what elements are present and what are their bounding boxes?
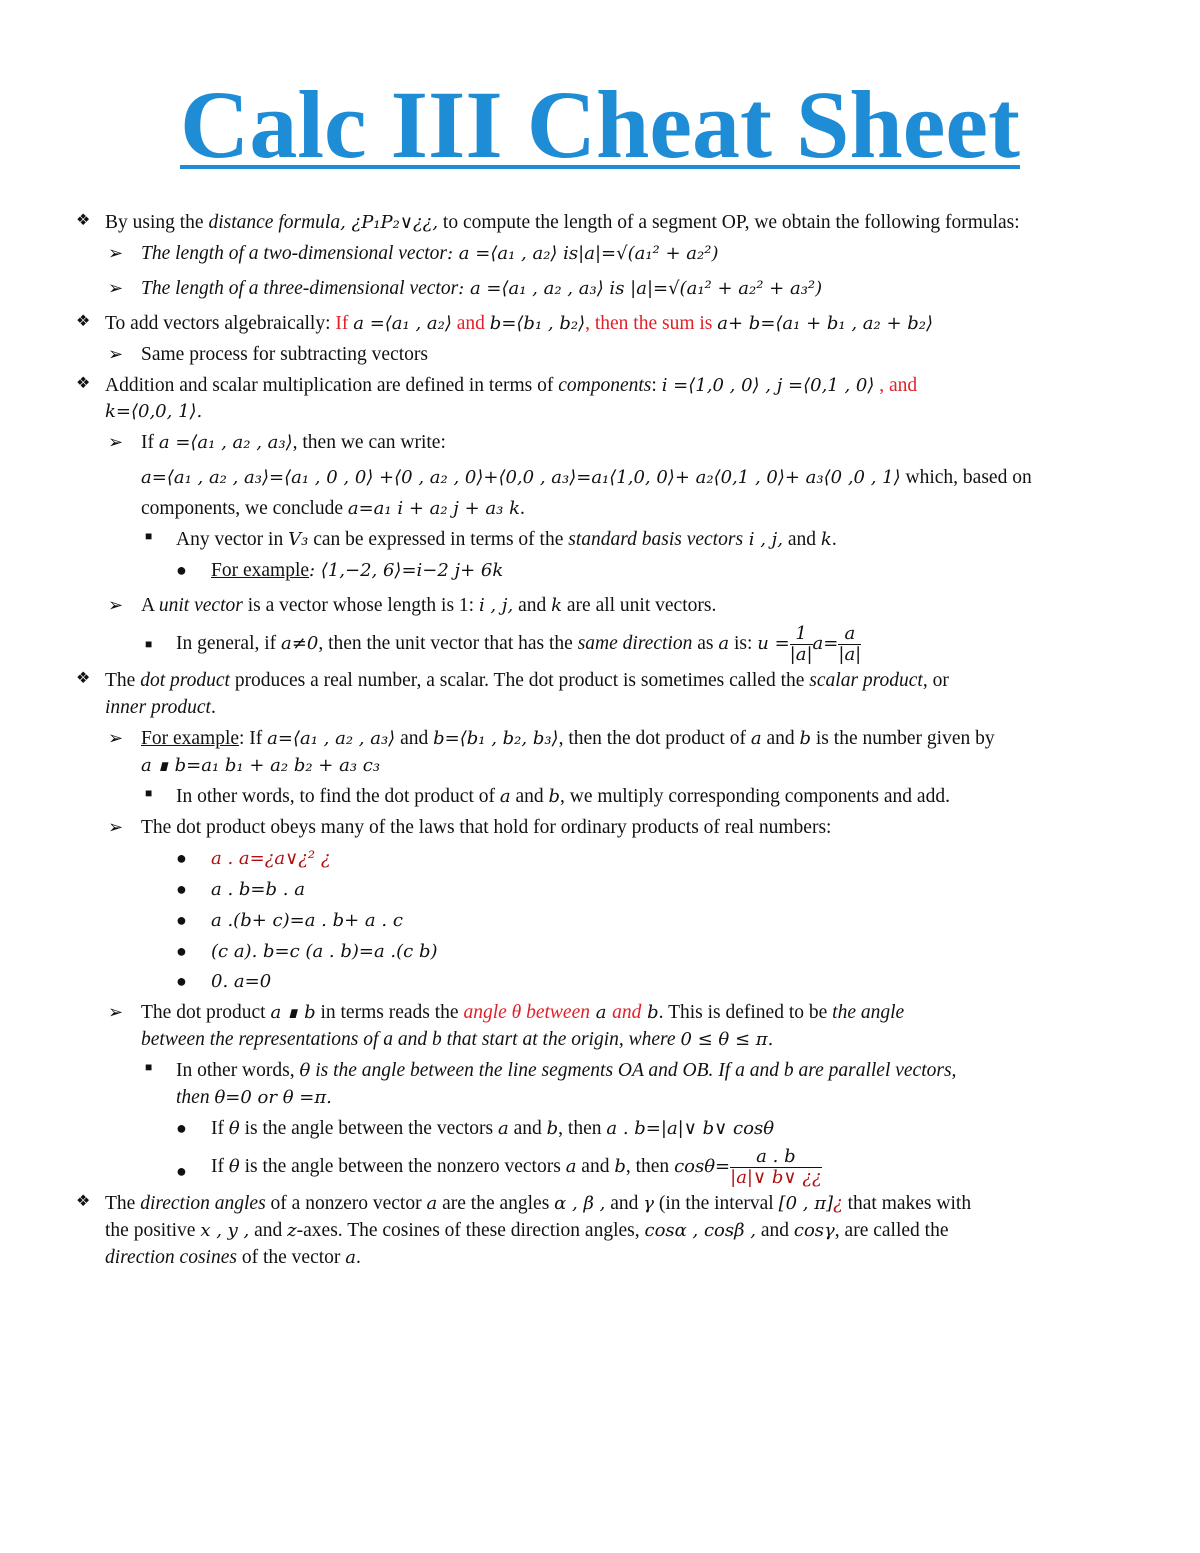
arrow-bullet-icon: ➢	[108, 816, 124, 837]
law-item: ● 0. a=0	[176, 971, 272, 993]
bullet-dot-laws: ➢ The dot product obeys many of the laws that hold for ordinary products of real numbers:	[108, 816, 832, 838]
dot-bullet-icon: ●	[176, 909, 187, 930]
bullet-components: ❖ Addition and scalar multiplication are defined in terms of components: i =⟨1,0 , 0⟩ , j =⟨0,1 , 0⟩ , and k=⟨0,0, 1⟩.	[76, 374, 918, 423]
bullet-addition: ❖ To add vectors algebraically: If a =⟨a₁ , a₂⟩ and b=⟨b₁ , b₂⟩, then the sum is a+ b=⟨a₁ + b₁ , a₂ + b₂⟩	[76, 312, 934, 334]
arrow-bullet-icon: ➢	[108, 343, 124, 364]
bullet-dot-other-words: ■ In other words, to find the dot product of a and b, we multiply corresponding components and add.	[145, 786, 950, 807]
dot-bullet-icon: ●	[176, 971, 187, 992]
bullet-unit-general: ■ In general, if a≠0, then the unit vector that has the same direction as a is: u = $\frac{1}{|a|}$ a= $\frac{a}{|a|}$	[145, 622, 862, 665]
dot-bullet-icon: ●	[176, 847, 187, 868]
arrow-bullet-icon: ➢	[108, 277, 124, 298]
expansion-line: a=⟨a₁ , a₂ , a₃⟩=⟨a₁ , 0 , 0⟩ +⟨0 , a₂ , 0⟩+⟨0,0 , a₃⟩=a₁⟨1,0, 0⟩+ a₂⟨0,1 , 0⟩+ a₃⟨0 ,0 , 1⟩ which, based on	[141, 467, 1032, 489]
dot-bullet-icon: ●	[176, 1117, 187, 1138]
square-bullet-icon: ■	[145, 529, 153, 544]
dot-bullet-icon: ●	[176, 1160, 187, 1181]
diamond-bullet-icon: ❖	[76, 374, 91, 392]
diamond-bullet-icon: ❖	[76, 212, 91, 229]
dot-bullet-icon: ●	[176, 878, 187, 899]
law-item: ● a .(b+ c)=a . b+ a . c	[176, 909, 403, 931]
bullet-direction-angles: ❖ The direction angles of a nonzero vector a are the angles α , β , and γ (in the interval [0 , π]¿ that makes with the positive x , y , and z-axes. The cosines of these direction angles, cosα , cosβ , and cosγ, are called the direction cosines of the vector a.	[76, 1193, 972, 1269]
content	[0, 210, 1200, 1272]
arrow-bullet-icon: ➢	[108, 1002, 124, 1023]
dot-bullet-icon: ●	[176, 559, 187, 580]
fraction-one-over-norm: $\frac{1}{|a|}$	[789, 622, 813, 665]
bullet-dot-angle: ➢ The dot product a ∎ b in terms reads the angle θ between a and b. This is defined to be the angle between the representations of a and b that start at the origin, where 0 ≤ θ ≤ π.	[108, 1002, 905, 1051]
bullet-example-ijk: ● For example: ⟨1,−2, 6⟩=i−2 j+ 6k	[176, 559, 504, 581]
law-item: ● (c a). b=c (a . b)=a .(c b)	[176, 940, 438, 962]
bullet-distance: ❖ By using the distance formula, ¿P₁P₂∨¿¿, to compute the length of a segment OP, we obtain the following formulas:	[76, 212, 1020, 233]
square-bullet-icon: ■	[145, 786, 153, 800]
bullet-cos-theta: ● If θ is the angle between the nonzero vectors a and b, then cosθ= $\frac{a . b}{|a|\vee b\vee ¿¿}$	[176, 1145, 822, 1188]
law-item: ● a . b=b . a	[176, 878, 305, 900]
fraction-a-over-norm: $\frac{a}{|a|}$	[838, 622, 862, 665]
conclude-line: components, we conclude a=a₁ i + a₂ j + a₃ k.	[141, 498, 525, 520]
bullet-angle-other-words: ■ In other words, θ is the angle between the line segments OA and OB. If a and b are parallel vectors, then θ=0 or θ =π.	[145, 1060, 957, 1109]
square-bullet-icon: ■	[145, 636, 153, 651]
law-item: ● a . a=¿a∨¿² ¿	[176, 847, 331, 869]
diamond-bullet-icon: ❖	[76, 670, 91, 688]
fraction-cos-theta: $\frac{a . b}{|a|\vee b\vee ¿¿}$	[730, 1145, 822, 1188]
dot-bullet-icon: ●	[176, 940, 187, 961]
bullet-subtract: ➢ Same process for subtracting vectors	[108, 343, 428, 365]
bullet-any-vector: ■ Any vector in V₃ can be expressed in terms of the standard basis vectors i , j, and k.	[145, 529, 837, 551]
bullet-dot-product: ❖ The dot product produces a real number, a scalar. The dot product is sometimes called the scalar product, or inner product.	[76, 670, 949, 719]
page-title: Calc III Cheat Sheet	[180, 71, 1020, 178]
arrow-bullet-icon: ➢	[108, 594, 124, 615]
bullet-cos-formula: ● If θ is the angle between the vectors a and b, then a . b=|a|∨ b∨ cosθ	[176, 1117, 775, 1139]
arrow-bullet-icon: ➢	[108, 432, 124, 453]
bullet-three-dim: ➢ The length of a three-dimensional vector: a =⟨a₁ , a₂ , a₃⟩ is |a|=√(a₁² + a₂² + a₃²)	[108, 277, 823, 299]
arrow-bullet-icon: ➢	[108, 728, 124, 749]
bullet-unit-vector: ➢ A unit vector is a vector whose length is 1: i , j, and k are all unit vectors.	[108, 594, 717, 616]
bullet-two-dim: ➢ The length of a two-dimensional vector: a =⟨a₁ , a₂⟩ is|a|=√(a₁² + a₂²)	[108, 242, 719, 264]
bullet-write: ➢ If a =⟨a₁ , a₂ , a₃⟩, then we can write:	[108, 432, 446, 454]
square-bullet-icon: ■	[145, 1060, 153, 1075]
bullet-dot-example: ➢ For example: If a=⟨a₁ , a₂ , a₃⟩ and b=⟨b₁ , b₂, b₃⟩, then the dot product of a and b is the number given by a ∎ b=a₁ b₁ + a₂ b₂ + a₃ c₃	[108, 728, 995, 777]
diamond-bullet-icon: ❖	[76, 1193, 91, 1211]
arrow-bullet-icon: ➢	[108, 242, 124, 263]
diamond-bullet-icon: ❖	[76, 312, 91, 330]
